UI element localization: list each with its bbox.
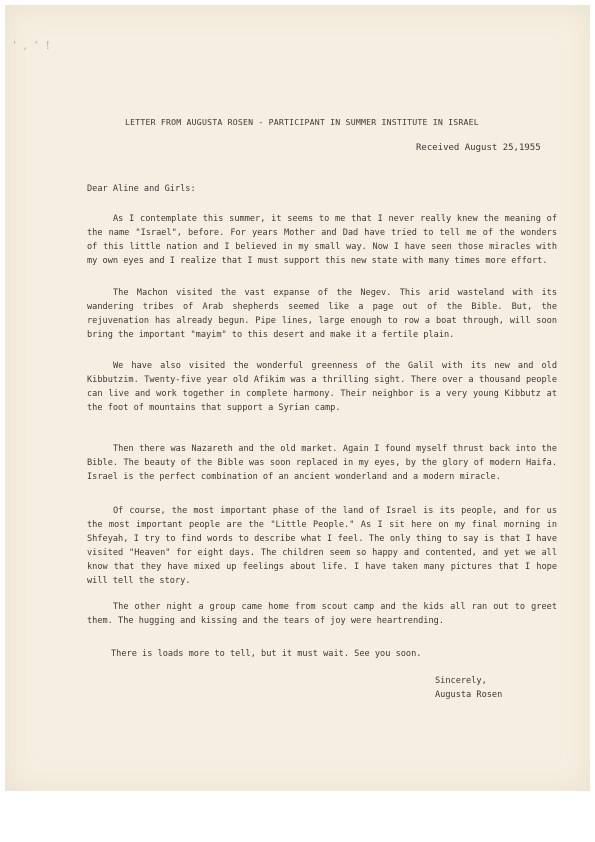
closing: Sincerely, [435,676,487,686]
paragraph-7: There is loads more to tell, but it must wait. See you soon. [111,649,422,659]
signature: Augusta Rosen [435,690,503,700]
paragraph-3: We have also visited the wonderful greenness of the Galil with its new and old Kibbutzim. Twenty-five year old Afikim was a thrilling sight. There over a thousand people can live and work together in complete harmony. Their neighbor is a very young Kibbutz at the foot of mountains that support a Syrian camp. [87,361,557,413]
letter-page [5,5,590,791]
letter-title: LETTER FROM AUGUSTA ROSEN - PARTICIPANT IN SUMMER INSTITUTE IN ISRAEL [125,117,479,127]
margin-note: ' , ’ ! [13,39,52,52]
salutation: Dear Aline and Girls: [87,184,196,194]
received-date: Received August 25,1955 [416,143,541,153]
paragraph-6: The other night a group came home from scout camp and the kids all ran out to greet them. The hugging and kissing and the tears of joy were heartrending. [87,602,557,626]
paragraph-4: Then there was Nazareth and the old market. Again I found myself thrust back into the Bible. The beauty of the Bible was soon replaced in my eyes, by the glory of modern Haifa. Israel is the perfect combination of an ancient wonderland and a modern miracle. [87,444,557,482]
paragraph-1: As I contemplate this summer, it seems to me that I never really knew the meaning of the name "Israel", before. For years Mother and Dad have tried to tell me of the wonders of this little nation and I believed in my small way. Now I have seen those miracles with my own eyes and I realize that I must support this new state with many times more effort. [87,214,557,266]
paragraph-5: Of course, the most important phase of the land of Israel is its people, and for us the most important people are the "Little People." As I sit here on my final morning in Shfeyah, I try to find words to describe what I feel. The only thing to say is that I have visited "Heaven" for eight days. The children seem so happy and contented, and yet we all know that they have mixed up feelings about life. I have taken many pictures that I hope will tell the story. [87,506,557,586]
paragraph-2: The Machon visited the vast expanse of the Negev. This arid wasteland with its wandering tribes of Arab shepherds seemed like a page out of the Bible. But, the rejuvenation has already begun. Pipe lines, large enough to row a boat through, will soon bring the important "mayim" to this desert and make it a fertile plain. [87,288,557,340]
